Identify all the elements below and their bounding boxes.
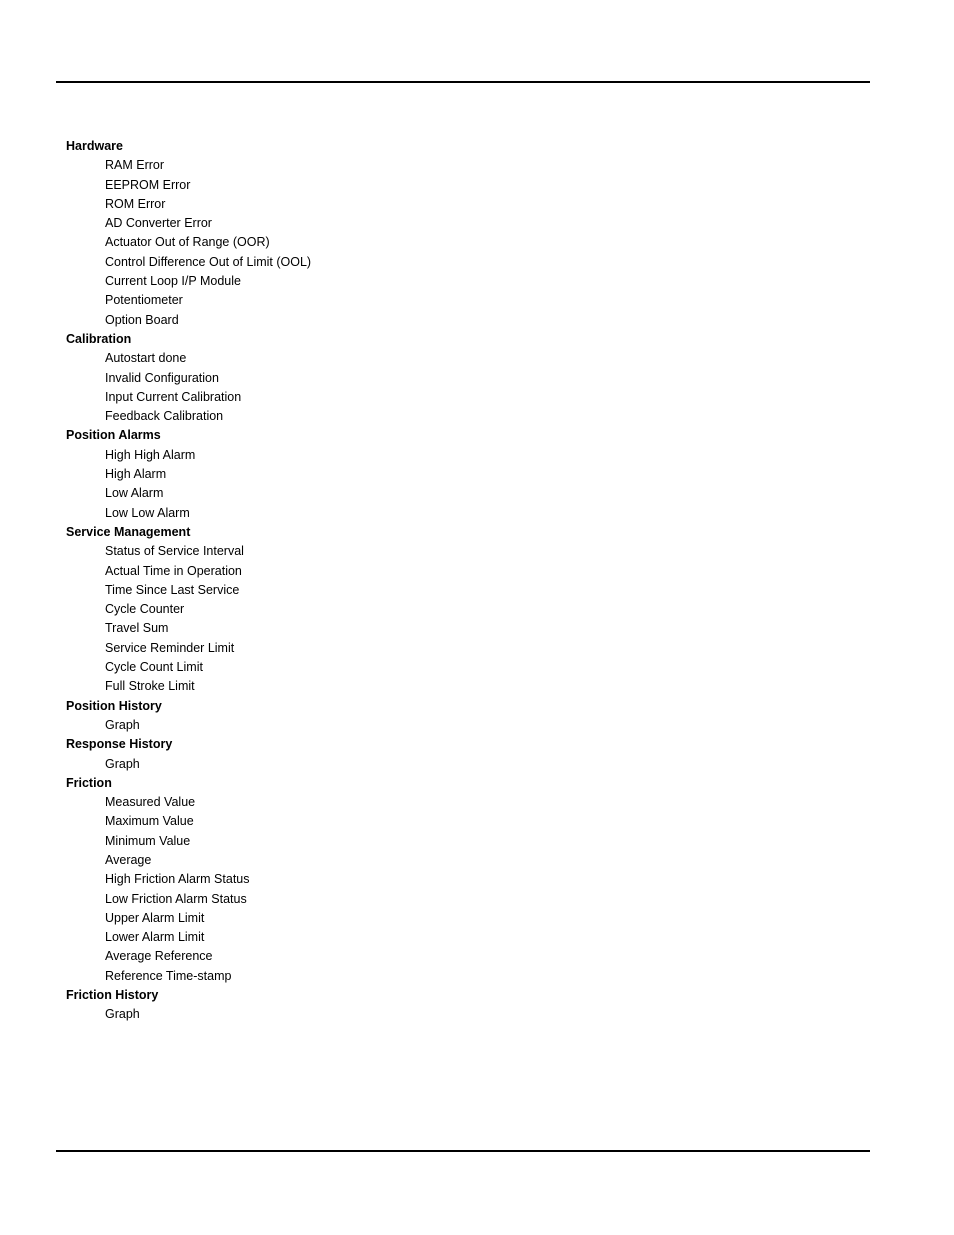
- section-item: Invalid Configuration: [105, 370, 219, 385]
- section-item: ROM Error: [105, 196, 166, 211]
- section-item: Time Since Last Service: [105, 582, 240, 597]
- section-item: Service Reminder Limit: [105, 640, 235, 655]
- section-item: Low Alarm: [105, 486, 164, 501]
- section-item: Average: [105, 852, 152, 867]
- section-item: Graph: [105, 1007, 140, 1022]
- section-item: Lower Alarm Limit: [105, 930, 205, 945]
- section-item: Minimum Value: [105, 833, 191, 848]
- section-item: Actual Time in Operation: [105, 563, 242, 578]
- section-heading: Service Management: [66, 524, 191, 539]
- section-heading: Calibration: [66, 331, 132, 346]
- footer-rule: [56, 1150, 870, 1152]
- section-item: Current Loop I/P Module: [105, 274, 241, 289]
- section-item: Autostart done: [105, 351, 187, 366]
- section-heading: Friction History: [66, 988, 159, 1003]
- section-item: Measured Value: [105, 795, 196, 810]
- section-item: Graph: [105, 717, 140, 732]
- section-heading: Response History: [66, 737, 173, 752]
- section-heading: Position History: [66, 698, 162, 713]
- section-item: High High Alarm: [105, 447, 196, 462]
- section-item: Low Low Alarm: [105, 505, 190, 520]
- menu-tree: [66, 137, 311, 1025]
- section-item: Reference Time-stamp: [105, 968, 232, 983]
- section-item: Graph: [105, 756, 140, 771]
- section-item: RAM Error: [105, 158, 165, 173]
- section-item: High Alarm: [105, 467, 167, 482]
- section-item: Average Reference: [105, 949, 213, 964]
- section-item: AD Converter Error: [105, 216, 212, 231]
- section-heading: Position Alarms: [66, 428, 161, 443]
- section-heading: Friction: [66, 775, 112, 790]
- header-rule: [56, 81, 870, 83]
- section-item: Cycle Count Limit: [105, 660, 203, 675]
- section-item: Status of Service Interval: [105, 544, 244, 559]
- section-item: EEPROM Error: [105, 177, 191, 192]
- section-item: Input Current Calibration: [105, 389, 242, 404]
- section-item: Option Board: [105, 312, 179, 327]
- section-item: Maximum Value: [105, 814, 194, 829]
- section-item: High Friction Alarm Status: [105, 872, 250, 887]
- section-item: Travel Sum: [105, 621, 169, 636]
- section-item: Control Difference Out of Limit (OOL): [105, 254, 312, 269]
- section-item: Feedback Calibration: [105, 409, 224, 424]
- section-item: Full Stroke Limit: [105, 679, 195, 694]
- section-item: Potentiometer: [105, 293, 183, 308]
- section-item: Low Friction Alarm Status: [105, 891, 247, 906]
- section-item: Actuator Out of Range (OOR): [105, 235, 270, 250]
- section-item: Upper Alarm Limit: [105, 910, 205, 925]
- section-heading: Hardware: [66, 139, 123, 153]
- section-item: Cycle Counter: [105, 602, 185, 617]
